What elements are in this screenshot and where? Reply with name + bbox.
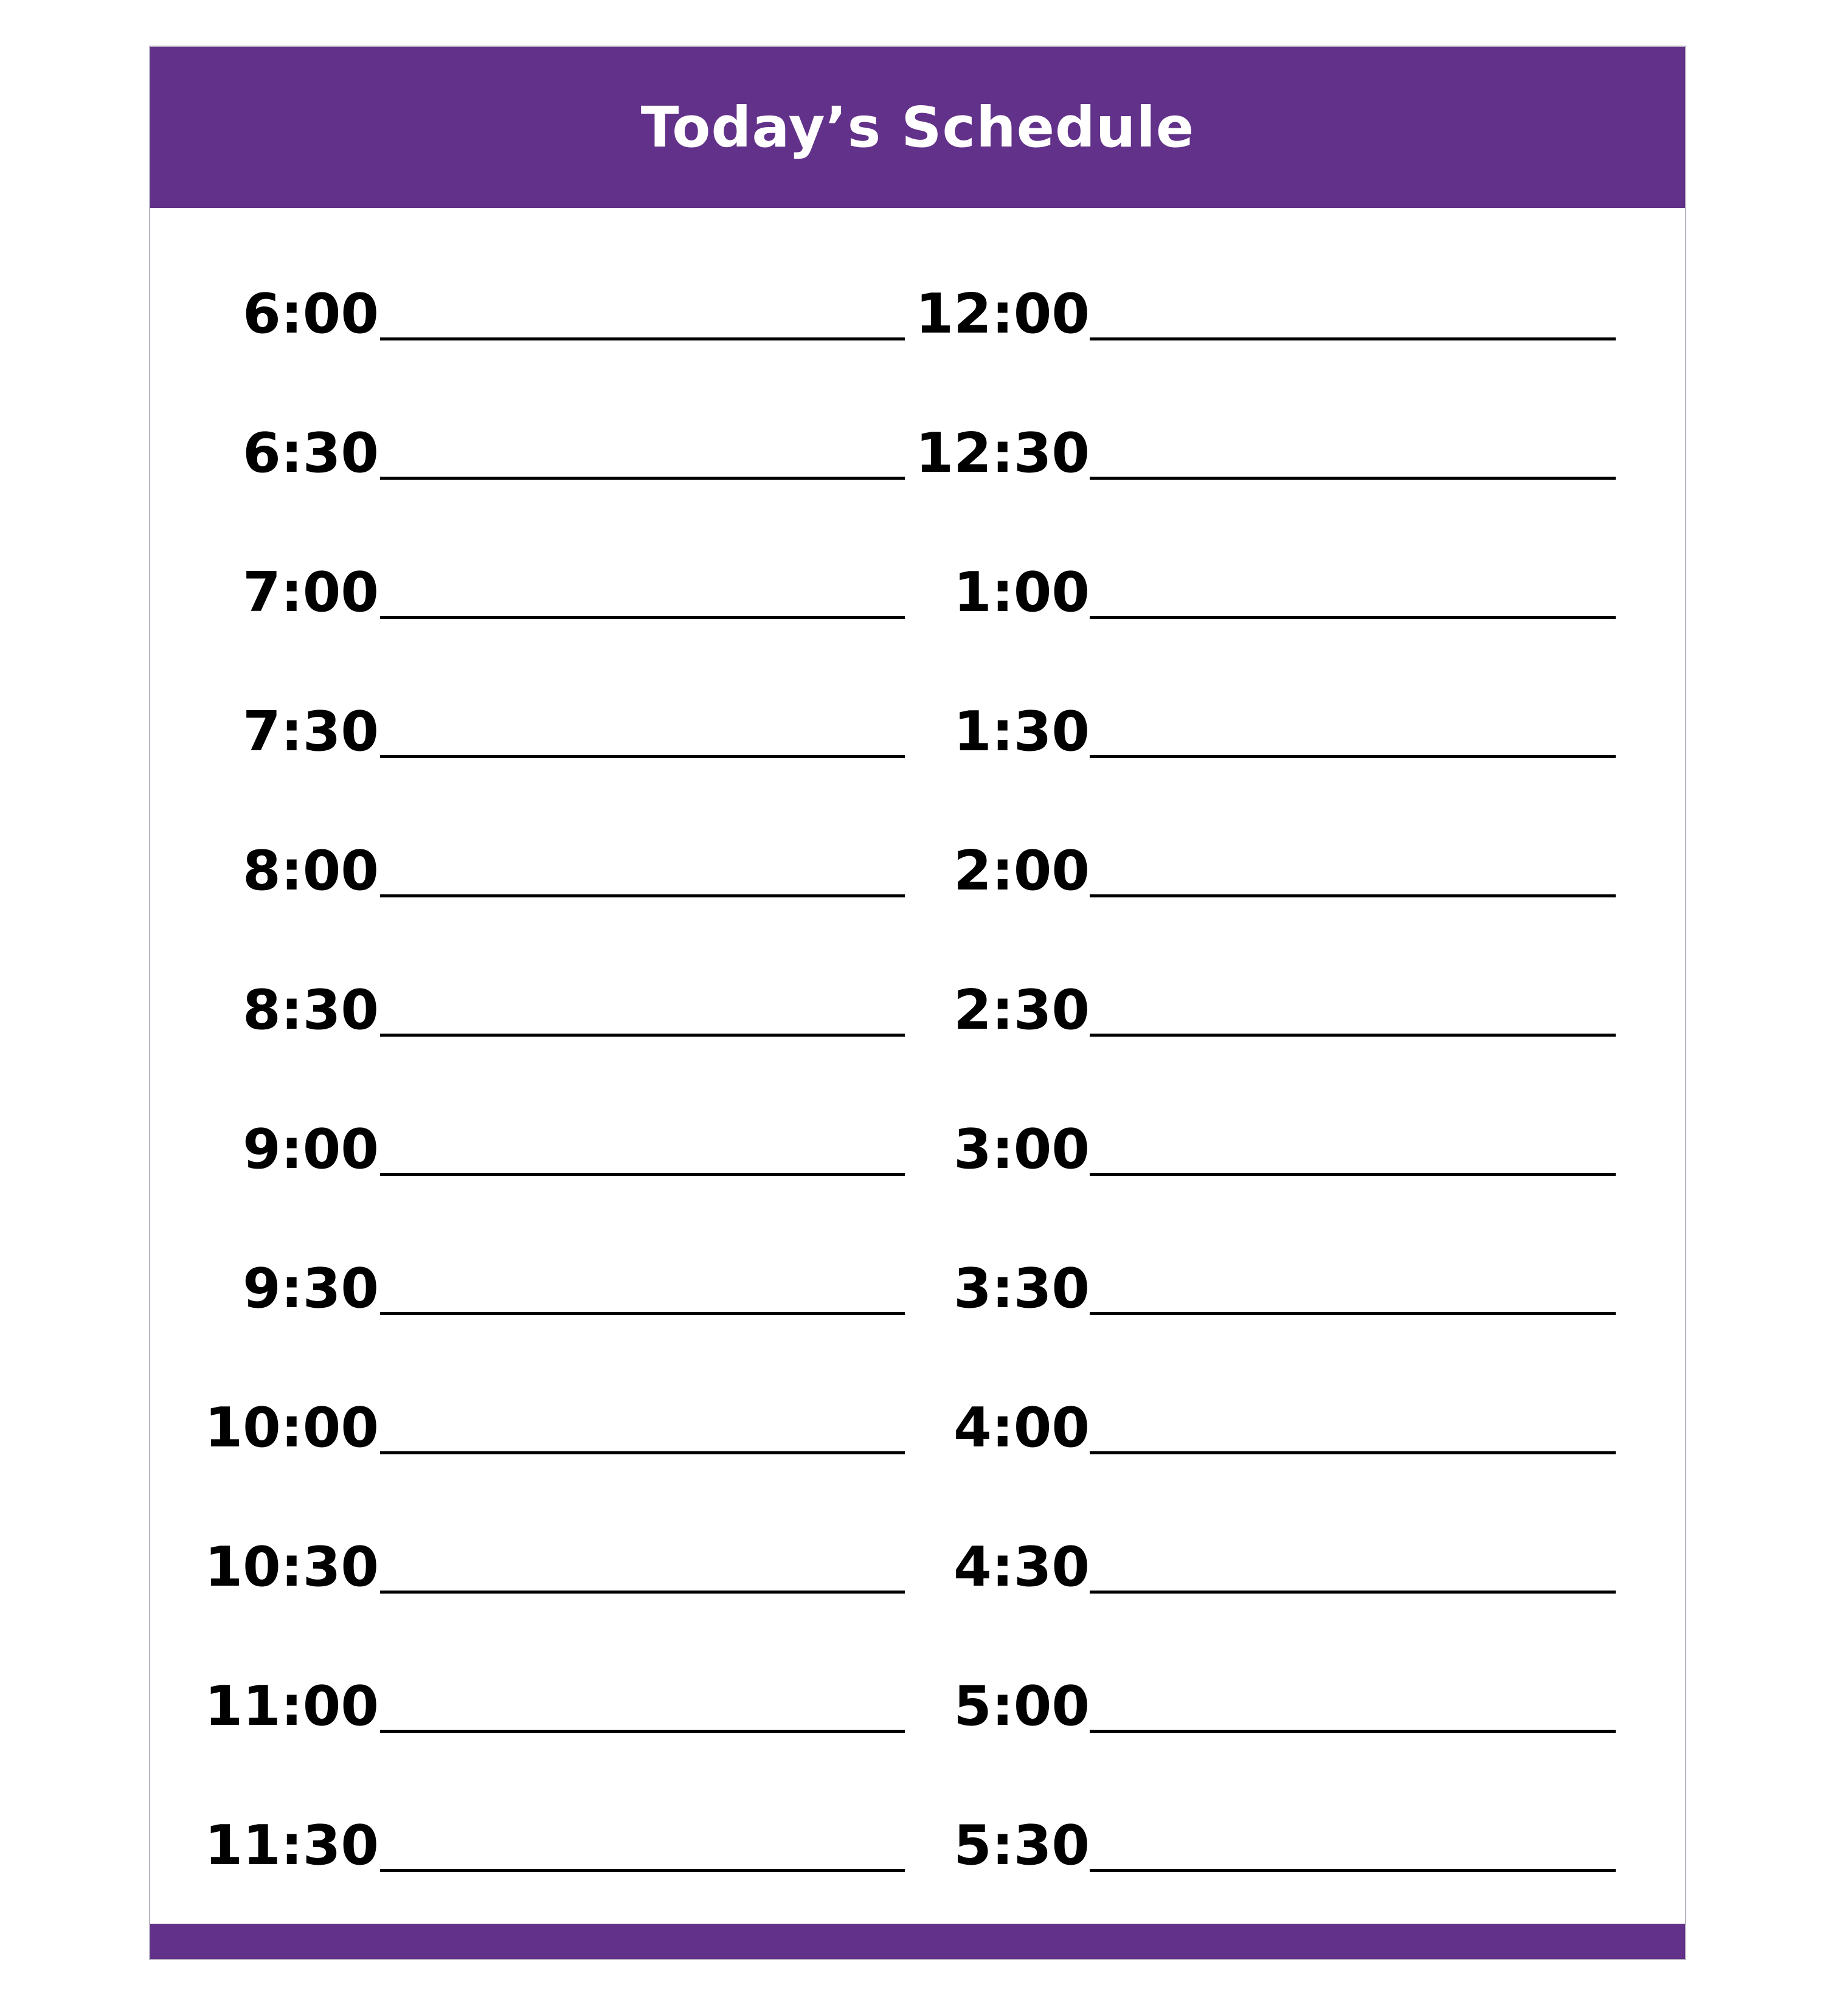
- time-label-box: [150, 1673, 379, 1738]
- time-label: 5:00: [953, 1674, 1090, 1738]
- time-label-box: [858, 1534, 1090, 1599]
- write-in-line[interactable]: [1090, 1451, 1616, 1454]
- time-label: 6:00: [243, 282, 379, 346]
- time-label-box: [858, 420, 1090, 485]
- schedule-row: [858, 1256, 1624, 1377]
- schedule-row: [150, 281, 916, 402]
- schedule-row: [150, 1534, 916, 1656]
- write-in-line[interactable]: [380, 337, 905, 340]
- time-label: 3:30: [953, 1257, 1090, 1321]
- write-in-line[interactable]: [1090, 894, 1616, 897]
- time-label-box: [858, 1256, 1090, 1321]
- write-in-line[interactable]: [380, 477, 905, 480]
- schedule-row: [150, 1812, 916, 1934]
- time-label-box: [150, 977, 379, 1042]
- schedule-row: [858, 559, 1624, 681]
- write-in-line[interactable]: [380, 755, 905, 758]
- time-label: 11:30: [204, 1814, 379, 1877]
- schedule-row: [150, 977, 916, 1099]
- time-label-box: [858, 838, 1090, 903]
- schedule-row: [150, 420, 916, 542]
- time-label: 12:00: [915, 282, 1090, 346]
- time-label-box: [150, 1116, 379, 1181]
- write-in-line[interactable]: [1090, 755, 1616, 758]
- time-label-box: [858, 1116, 1090, 1181]
- schedule-row: [150, 1256, 916, 1377]
- time-label: 1:30: [953, 700, 1090, 764]
- write-in-line[interactable]: [380, 1173, 905, 1176]
- write-in-line[interactable]: [1090, 337, 1616, 340]
- time-label-box: [858, 559, 1090, 624]
- schedule-row: [858, 1673, 1624, 1795]
- write-in-line[interactable]: [1090, 1730, 1616, 1733]
- page-title: Today’s Schedule: [640, 95, 1195, 160]
- time-label-box: [858, 977, 1090, 1042]
- time-label-box: [150, 420, 379, 485]
- time-label-box: [150, 1812, 379, 1877]
- write-in-line[interactable]: [1090, 477, 1616, 480]
- time-label-box: [150, 281, 379, 346]
- footer-band: [150, 1924, 1685, 1959]
- write-in-line[interactable]: [380, 1034, 905, 1037]
- time-label: 1:00: [953, 561, 1090, 624]
- time-label: 9:30: [243, 1257, 379, 1321]
- write-in-line[interactable]: [380, 1591, 905, 1594]
- schedule-row: [858, 1812, 1624, 1934]
- schedule-row: [858, 838, 1624, 959]
- time-label: 9:00: [243, 1117, 379, 1181]
- write-in-line[interactable]: [1090, 1591, 1616, 1594]
- time-label-box: [858, 699, 1090, 764]
- schedule-row: [150, 838, 916, 959]
- schedule-row: [150, 1673, 916, 1795]
- time-label-box: [858, 1673, 1090, 1738]
- time-label-box: [858, 1812, 1090, 1877]
- time-label: 4:30: [953, 1535, 1090, 1599]
- schedule-sheet: [149, 46, 1686, 1960]
- schedule-row: [858, 1534, 1624, 1656]
- schedule-row: [858, 1116, 1624, 1238]
- write-in-line[interactable]: [1090, 1173, 1616, 1176]
- write-in-line[interactable]: [380, 616, 905, 619]
- schedule-row: [858, 699, 1624, 820]
- time-label: 3:00: [953, 1117, 1090, 1181]
- write-in-line[interactable]: [1090, 616, 1616, 619]
- time-label: 7:30: [243, 700, 379, 764]
- schedule-row: [150, 1395, 916, 1516]
- time-label-box: [150, 1534, 379, 1599]
- time-label: 4:00: [953, 1396, 1090, 1460]
- schedule-row: [858, 281, 1624, 402]
- time-label: 6:30: [243, 421, 379, 485]
- schedule-row: [858, 977, 1624, 1099]
- write-in-line[interactable]: [380, 1730, 905, 1733]
- write-in-line[interactable]: [380, 1869, 905, 1872]
- time-label: 7:00: [243, 561, 379, 624]
- time-label-box: [150, 1256, 379, 1321]
- time-label: 11:00: [204, 1674, 379, 1738]
- schedule-row: [858, 420, 1624, 542]
- write-in-line[interactable]: [380, 894, 905, 897]
- time-label: 2:00: [953, 839, 1090, 903]
- schedule-row: [858, 1395, 1624, 1516]
- time-label-box: [858, 1395, 1090, 1460]
- time-label-box: [150, 1395, 379, 1460]
- schedule-row: [150, 559, 916, 681]
- time-label: 5:30: [953, 1814, 1090, 1877]
- time-label: 10:30: [204, 1535, 379, 1599]
- time-label: 2:30: [953, 978, 1090, 1042]
- write-in-line[interactable]: [1090, 1034, 1616, 1037]
- time-label-box: [858, 281, 1090, 346]
- write-in-line[interactable]: [1090, 1869, 1616, 1872]
- time-label-box: [150, 838, 379, 903]
- write-in-line[interactable]: [380, 1451, 905, 1454]
- time-label: 10:00: [204, 1396, 379, 1460]
- time-label: 8:00: [243, 839, 379, 903]
- time-label: 12:30: [915, 421, 1090, 485]
- time-label-box: [150, 559, 379, 624]
- time-label: 8:30: [243, 978, 379, 1042]
- time-label-box: [150, 699, 379, 764]
- header-band: [150, 47, 1685, 208]
- schedule-row: [150, 1116, 916, 1238]
- write-in-line[interactable]: [1090, 1312, 1616, 1315]
- write-in-line[interactable]: [380, 1312, 905, 1315]
- schedule-row: [150, 699, 916, 820]
